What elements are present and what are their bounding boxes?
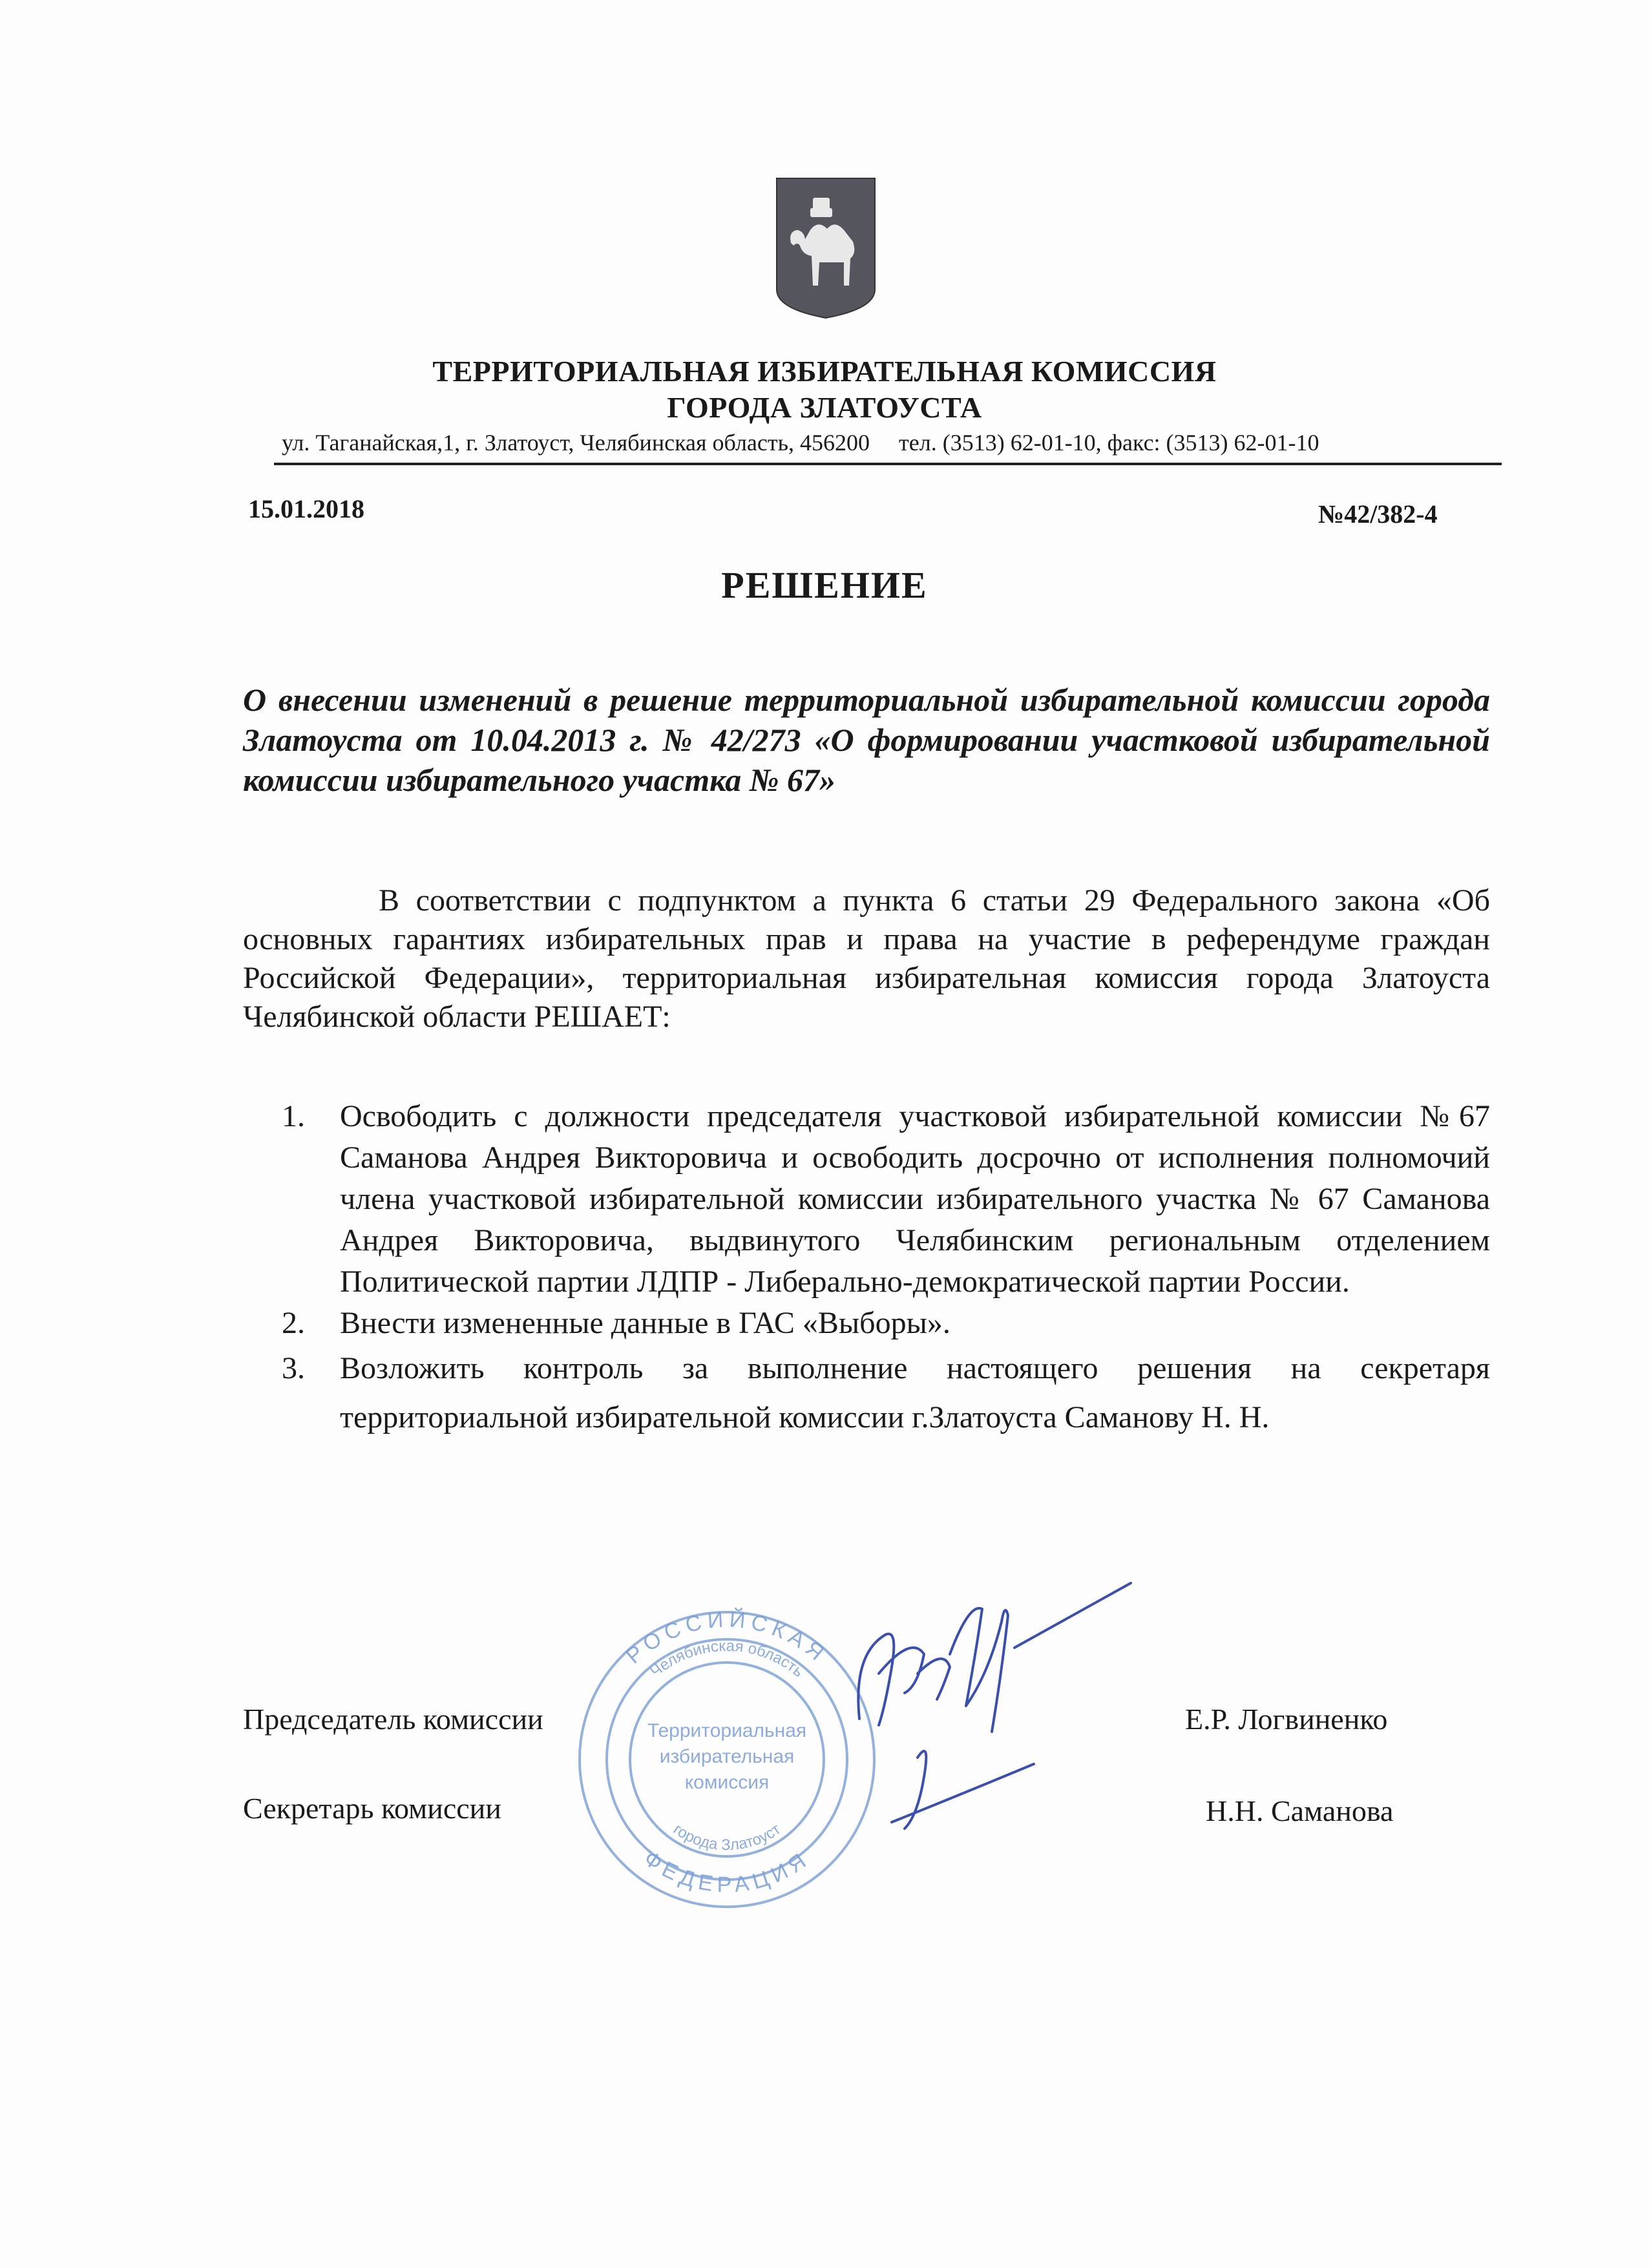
secretary-signature [892, 1751, 1034, 1829]
decision-item-text: Возложить контроль за выполнение настоящего решения на секретаря территориальной избирательной комиссии г.Златоуста Саманову Н. Н. [340, 1351, 1490, 1434]
decision-item-number: 1. [282, 1099, 305, 1133]
document-subject: О внесении изменений в решение территориальной избирательной комиссии города Златоуста от 10.04.2013 г. № 42/273 «О формировании участковой избирательной комиссии избирательного участка № 67» [243, 682, 1490, 798]
document-number: №42/382-4 [1318, 499, 1438, 529]
preamble-paragraph: В соответствии с подпунктом а пункта 6 статьи 29 Федерального закона «Об основных гарантиях избирательных прав и права на участие в референдуме граждан Российской Федерации», территориальная избирательная комиссия города Златоуста Челябинской области РЕШАЕТ: [243, 883, 1490, 1034]
org-address-line [282, 429, 1477, 456]
org-address: ул. Таганайская,1, г. Златоуст, Челябинская область, 456200 [282, 430, 870, 456]
org-name-line2: ГОРОДА ЗЛАТОУСТА [667, 391, 982, 424]
coat-of-arms-emblem [774, 176, 877, 320]
stamp-inner-line: комиссия [684, 1772, 770, 1793]
stamp-city-text: города Златоуст [669, 1820, 784, 1854]
decision-items-list [282, 1096, 1490, 1442]
chair-signature [858, 1608, 1008, 1732]
document-title: РЕШЕНИЕ [721, 564, 928, 606]
stamp-inner-line: Территориальная [647, 1720, 807, 1741]
secretary-name: Н.Н. Саманова [1206, 1794, 1394, 1827]
stamp-region-text: Челябинская область [647, 1637, 807, 1681]
org-name-line1: ТЕРРИТОРИАЛЬНАЯ ИЗБИРАТЕЛЬНАЯ КОМИССИЯ [432, 355, 1217, 388]
header-divider [274, 463, 1502, 465]
secretary-role: Секретарь комиссии [243, 1792, 501, 1825]
decision-item-number: 2. [282, 1306, 305, 1340]
chair-role: Председатель комиссии [243, 1703, 543, 1736]
official-stamp [575, 1608, 879, 1911]
decision-item-number: 3. [282, 1351, 305, 1385]
chair-name: Е.Р. Логвиненко [1185, 1703, 1388, 1736]
decision-item [282, 1344, 1490, 1442]
stamp-outer-top-text: РОССИЙСКАЯ [621, 1608, 833, 1669]
handwritten-signatures [840, 1577, 1137, 1848]
decision-item [282, 1096, 1490, 1303]
stamp-inner-line: избирательная [659, 1746, 795, 1767]
org-contacts: тел. (3513) 62-01-10, факс: (3513) 62-01-10 [899, 430, 1319, 456]
decision-item [282, 1303, 1490, 1344]
decision-item-text: Внести измененные данные в ГАС «Выборы». [340, 1306, 951, 1340]
stamp-outer-bottom-text: ФЕДЕРАЦИЯ [639, 1845, 815, 1898]
decision-item-text: Освободить с должности председателя участковой избирательной комиссии №67 Саманова Андрея Викторовича и освободить досрочно от исполнения полномочий члена участковой избирательной комиссии избирательного участка № 67 Саманова Андрея Викторовича, выдвинутого Челябинским региональным отделением Политической партии ЛДПР - Либерально-демократической партии России. [340, 1099, 1490, 1299]
document-date: 15.01.2018 [248, 494, 364, 523]
